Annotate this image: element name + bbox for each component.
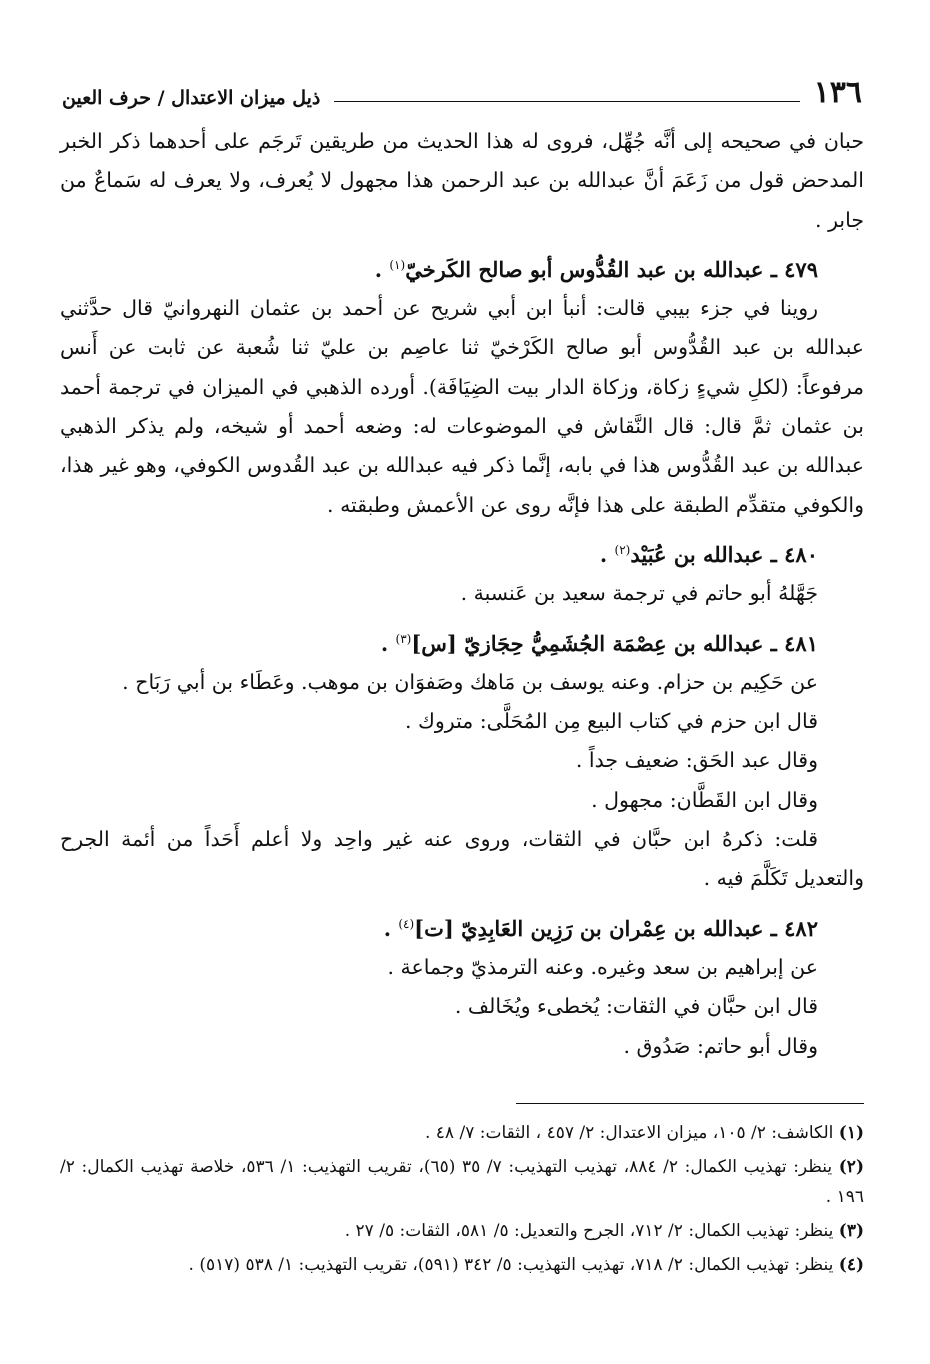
footnote-number: (٢) — [838, 1157, 864, 1177]
footnote-text: ينظر: تهذيب الكمال: ٢/ ٧١٢، الجرح والتعديل: ٥/ ٥٨١، الثقات: ٥/ ٢٧ . — [344, 1221, 834, 1241]
entry-480-heading: ٤٨٠ ـ عبدالله بن عُبَيْد$^{(٢)}$ . — [599, 541, 818, 567]
footnote-text: ينظر: تهذيب الكمال: ٢/ ٨٨٤، تهذيب التهذيب: ٧/ ٣٥ (٦٥)، تقريب التهذيب: ١/ ٥٣٦، خلاصة تهذيب الكمال: ٢/ ١٩٦ . — [60, 1157, 864, 1207]
page-number: ١٣٦ — [813, 75, 862, 110]
footnote-number: (٣) — [838, 1221, 864, 1241]
footnote-text: الكاشف: ٢/ ١٠٥، ميزان الاعتدال: ٢/ ٤٥٧ ، الثقات: ٧/ ٤٨ . — [424, 1123, 834, 1143]
entry-481-line-2: قال ابن حزم في كتاب البيع مِن المُحَلَّى: متروك . — [404, 709, 818, 734]
entry-479-text: روينا في جزء بيبي قالت: أنبأ ابن أبي شريح عن أحمد بن عثمان النهروانيّ قال حدَّثني عبدالله بن عبد القُدُّوس أبو صالح الكَرْخيّ ثنا عاصِم بن عليّ ثنا شُعبة عن ثابت عن أَنس مرفوعاً: (لكلِ شيءٍ زكاة، وزكاة الدار بيت الضِيَافَة). أورده الذهبي في الميزان في ترجمة أحمد بن عثمان ثمَّ قال: قال النَّقاش في الموضوعات له: وضعه أحمد أو شيخه، ولم يذكر الذهبي عبدالله بن عبد القُدُّوس هذا في بابه، إنَّما ذكر فيه عبدالله بن عبد القُدوس الكوفي، وهو غير هذا، والكوفي متقدِّم الطبقة على هذا فإنَّه روى عن الأعمش وطبقته . — [60, 296, 864, 517]
entry-482-heading: ٤٨٢ ـ عبدالله بن عِمْران بن رَزِين العَابِدِيّ [ت]$^{(٤)}$ . — [383, 915, 818, 941]
footnote-ref-2: (٢) — [614, 542, 631, 557]
footnote-4 — [60, 1250, 864, 1280]
footnote-ref-3: (٣) — [395, 631, 412, 646]
entry-481-heading: ٤٨١ ـ عبدالله بن عِصْمَة الجُشَمِيُّ حِجَازيّ [س]$^{(٣)}$ . — [380, 630, 818, 656]
entry-481-title: ٤٨١ ـ عبدالله بن عِصْمَة الجُشَمِيُّ حِجَازيّ [س] — [411, 630, 818, 656]
entry-480-text: جَهَّلهُ أبو حاتم في ترجمة سعيد بن عَنسبة . — [460, 581, 818, 606]
footnotes — [60, 1118, 864, 1284]
paragraph-continuation: حبان في صحيحه إلى أنَّه جُهِّل، فروى له هذا الحديث من طريقين تَرجَم على أحدهما ذكر الخبر المدحض قول من زَعَمَ أنَّ عبدالله بن عبد الرحمن هذا مجهول لا يُعرف، ولا يعرف له سَماعٌ من جابر . — [60, 129, 864, 232]
footnote-text: ينظر: تهذيب الكمال: ٢/ ٧١٨، تهذيب التهذيب: ٥/ ٣٤٢ (٥٩١)، تقريب التهذيب: ١/ ٥٣٨ (٥١٧) . — [188, 1255, 834, 1275]
entry-479-title: ٤٧٩ ـ عبدالله بن عبد القُدُّوس أبو صالح الكَرخيّ — [405, 256, 818, 282]
entry-482-title: ٤٨٢ ـ عبدالله بن عِمْران بن رَزِين العَابِدِيّ [ت] — [414, 915, 818, 941]
page-header — [62, 68, 862, 108]
running-title: ذيل ميزان الاعتدال / حرف العين — [62, 87, 321, 109]
entry-481-line-5: قلت: ذكرهُ ابن حبَّان في الثقات، وروى عنه غير واحِد ولا أعلم أَحَداً من أئمة الجرح والتعديل تَكَلَّمَ فيه . — [60, 827, 864, 891]
entry-481-line-3: وقال عبد الحَق: ضعيف جداً . — [575, 748, 818, 773]
entry-482-line-3: وقال أبو حاتم: صَدُوق . — [623, 1033, 818, 1058]
entry-479-heading: ٤٧٩ ـ عبدالله بن عبد القُدُّوس أبو صالح الكَرخيّ$^{(١)}$ . — [374, 256, 818, 282]
entry-481-line-1: عن حَكِيم بن حزام. وعنه يوسف بن مَاهك وصَفوَان بن موهب. وعَطَاء بن أبي رَبَاح . — [122, 669, 818, 694]
footnote-3 — [60, 1216, 864, 1246]
footnote-1 — [60, 1118, 864, 1148]
footnote-ref-1: (١) — [389, 257, 406, 272]
footnote-2 — [60, 1152, 864, 1212]
footnote-number: (٤) — [838, 1255, 864, 1275]
footnote-ref-4: (٤) — [398, 916, 415, 931]
footnote-separator — [516, 1103, 864, 1104]
entry-482-line-1: عن إبراهيم بن سعد وغيره. وعنه الترمذيّ وجماعة . — [387, 954, 818, 979]
entry-480-title: ٤٨٠ ـ عبدالله بن عُبَيْد — [630, 541, 818, 567]
entry-482-line-2: قال ابن حبَّان في الثقات: يُخطىء ويُخَالف . — [454, 994, 818, 1019]
main-text — [60, 122, 864, 1066]
footnote-number: (١) — [838, 1123, 864, 1143]
header-rule — [334, 101, 799, 102]
entry-481-line-4: وقال ابن القَطَّان: مجهول . — [591, 787, 818, 812]
